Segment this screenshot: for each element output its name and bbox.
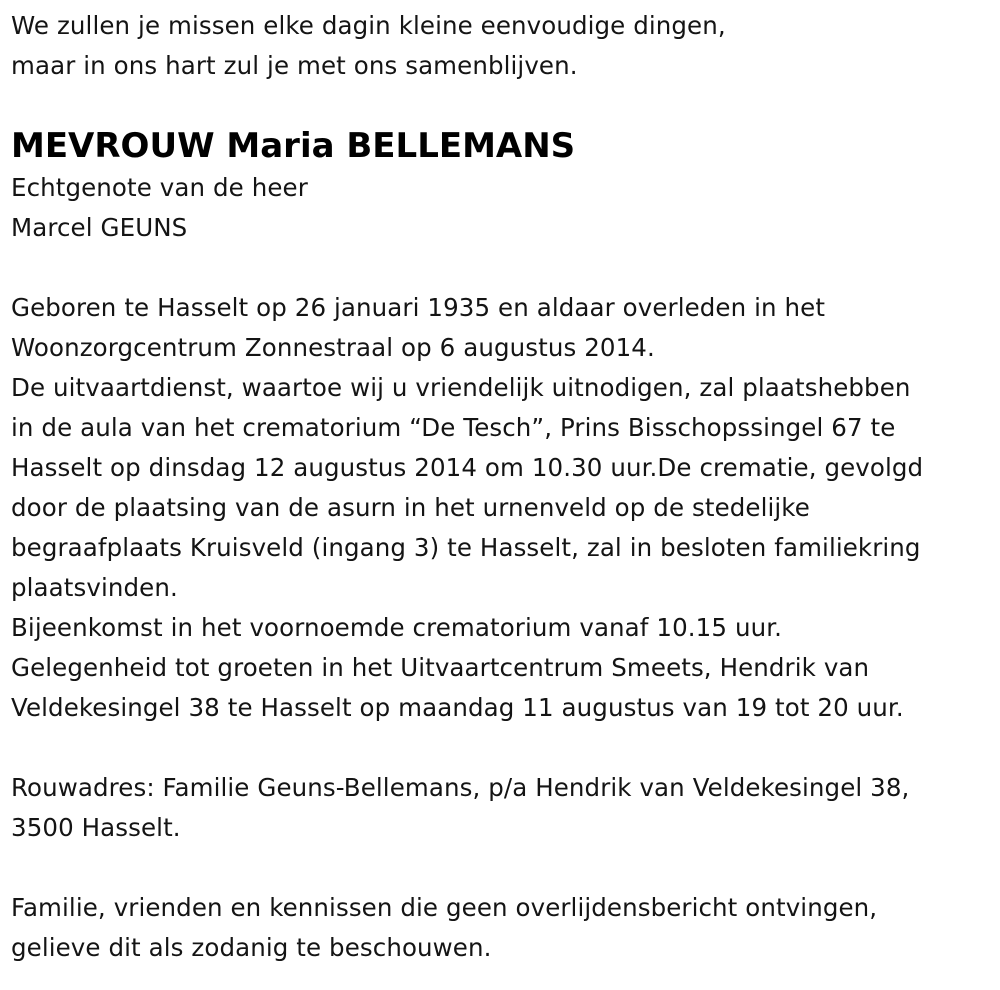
address-line: Rouwadres: Familie Geuns-Bellemans, p/a Hendrik van Veldekesingel 38,: [11, 773, 910, 802]
intro-line: We zullen je missen elke dagin kleine eenvoudige dingen,: [11, 11, 726, 40]
intro-line: maar in ons hart zul je met ons samenblijven.: [11, 51, 578, 80]
address-block: [11, 768, 996, 848]
details-line: Bijeenkomst in het voornoemde crematorium vanaf 10.15 uur.: [11, 613, 783, 642]
details-block: [11, 288, 996, 728]
deceased-name: MEVROUW Maria BELLEMANS: [11, 126, 576, 166]
details-line: begraafplaats Kruisveld (ingang 3) te Hasselt, zal in besloten familiekring: [11, 533, 921, 562]
details-line: plaatsvinden.: [11, 573, 178, 602]
address-line: 3500 Hasselt.: [11, 813, 181, 842]
details-line: Hasselt op dinsdag 12 augustus 2014 om 10.30 uur.De crematie, gevolgd: [11, 453, 924, 482]
details-line: Gelegenheid tot groeten in het Uitvaartcentrum Smeets, Hendrik van: [11, 653, 870, 682]
details-line: De uitvaartdienst, waartoe wij u vriendelijk uitnodigen, zal plaatshebben: [11, 373, 911, 402]
obituary-notice: [11, 6, 996, 968]
intro-verse: [11, 6, 996, 86]
spouse-line: Echtgenote van de heer: [11, 173, 308, 202]
spacer: [11, 248, 996, 288]
details-line: Woonzorgcentrum Zonnestraal op 6 augustus 2014.: [11, 333, 655, 362]
closing-block: [11, 888, 996, 968]
details-line: Geboren te Hasselt op 26 januari 1935 en aldaar overleden in het: [11, 293, 826, 322]
closing-line: gelieve dit als zodanig te beschouwen.: [11, 933, 492, 962]
spouse-name: Marcel GEUNS: [11, 213, 188, 242]
closing-line: Familie, vrienden en kennissen die geen overlijdensbericht ontvingen,: [11, 893, 878, 922]
details-line: Veldekesingel 38 te Hasselt op maandag 11 augustus van 19 tot 20 uur.: [11, 693, 904, 722]
spouse-block: [11, 168, 996, 248]
details-line: in de aula van het crematorium “De Tesch”, Prins Bisschopssingel 67 te: [11, 413, 896, 442]
spacer: [11, 848, 996, 888]
spacer: [11, 728, 996, 768]
details-line: door de plaatsing van de asurn in het urnenveld op de stedelijke: [11, 493, 810, 522]
